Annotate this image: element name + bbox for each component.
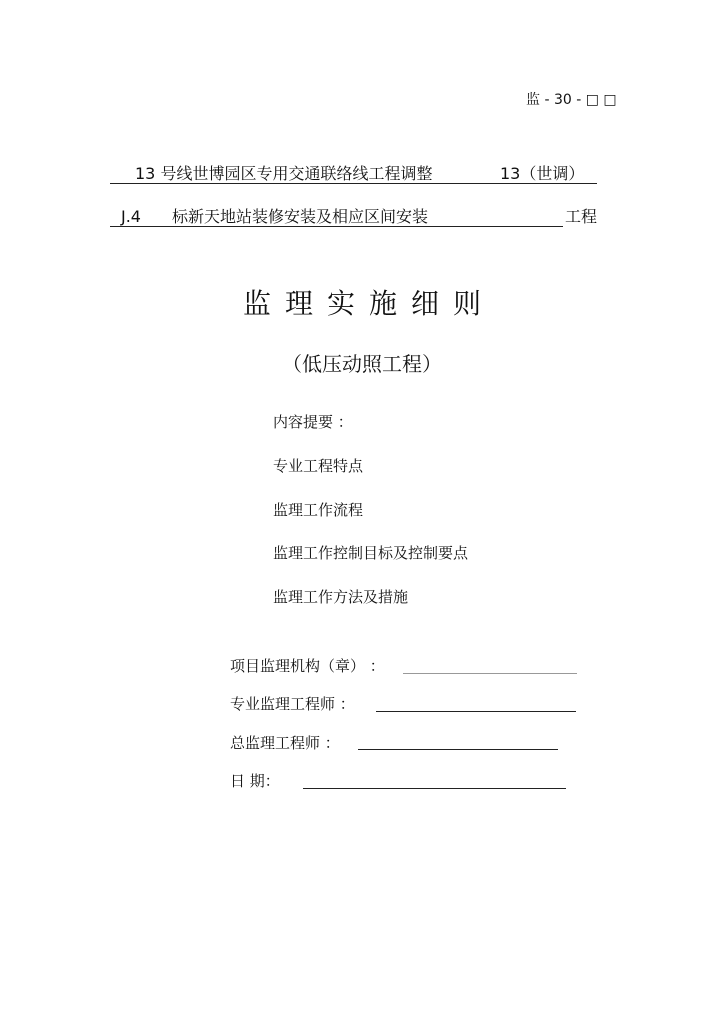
underline xyxy=(110,226,563,227)
contents-item: 监理工作流程 xyxy=(273,501,364,519)
signature-label-agency: 项目监理机构（章） ： xyxy=(230,657,385,675)
project-line-2-suffix: 工程 xyxy=(565,207,598,226)
document-title: 监理实施细则 xyxy=(242,287,495,320)
signature-label-date: 日 期： xyxy=(230,772,280,790)
underline xyxy=(110,183,597,184)
project-line-1: 13 号线世博园区专用交通联络线工程调整 xyxy=(135,164,433,183)
project-line-2: 标新天地站装修安装及相应区间安装 xyxy=(172,207,429,226)
signature-label-specialist: 专业监理工程师 ： xyxy=(230,695,355,713)
contents-heading: 内容提要 ： xyxy=(273,413,353,431)
signature-field-specialist[interactable] xyxy=(376,711,576,712)
contents-item: 监理工作方法及措施 xyxy=(273,588,409,606)
project-line-2-prefix: J.4 xyxy=(121,207,141,226)
contents-item: 专业工程特点 xyxy=(273,457,364,475)
signature-field-agency[interactable] xyxy=(403,673,577,674)
signature-label-chief: 总监理工程师 ： xyxy=(230,734,340,752)
signature-field-date[interactable] xyxy=(303,788,566,789)
signature-field-chief[interactable] xyxy=(358,749,558,750)
contents-item: 监理工作控制目标及控制要点 xyxy=(273,544,469,562)
document-subtitle: （低压动照工程） xyxy=(282,352,442,376)
project-line-1-suffix: 13（世调） xyxy=(500,164,585,183)
page-code: 监 - 30 - □ □ xyxy=(526,92,617,108)
